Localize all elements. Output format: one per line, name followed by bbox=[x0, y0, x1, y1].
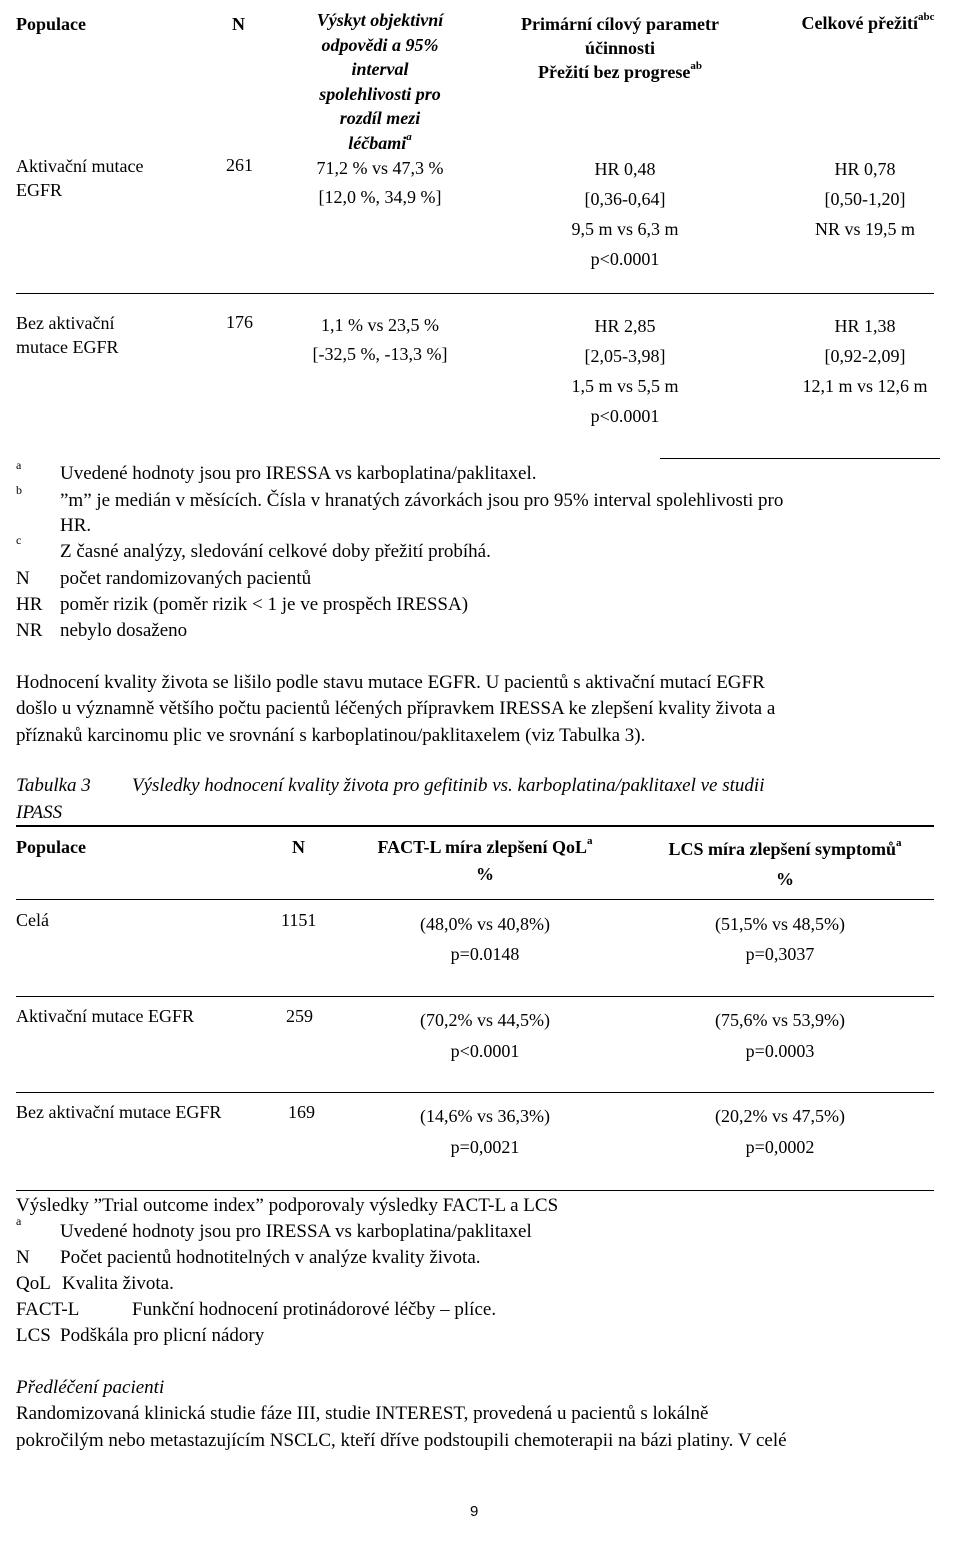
t3-cell-text: p=0.0148 bbox=[450, 944, 520, 964]
footnote-key: FACT-L bbox=[16, 1299, 80, 1320]
t3-row2-lcs bbox=[685, 1005, 875, 1067]
t3-header-fact-label: FACT-L míra zlepšení QoL bbox=[377, 837, 587, 857]
t1-cell-text: 1,1 % vs 23,5 % bbox=[321, 315, 439, 335]
t3-cell-text: (48,0% vs 40,8%) bbox=[420, 914, 550, 934]
footnote-key: NR bbox=[16, 620, 43, 641]
footnote-key: N bbox=[16, 568, 30, 589]
table3-title: Výsledky hodnocení kvality života pro gefitinib vs. karboplatina/paklitaxel ve studii bbox=[132, 775, 765, 796]
t1-header-response-line: rozdíl mezi bbox=[339, 108, 421, 128]
table3-top-rule bbox=[16, 825, 934, 827]
footnote-text: Kvalita života. bbox=[62, 1273, 174, 1294]
t3-cell-text: p=0,0021 bbox=[450, 1137, 520, 1157]
t1-header-os-label: Celkové přežití bbox=[801, 13, 918, 33]
t1-cell-text: [0,36-0,64] bbox=[584, 189, 666, 209]
t1-header-pfs-line1: Primární cílový parametr bbox=[521, 14, 719, 34]
paragraph-line: Hodnocení kvality života se lišilo podle stavu mutace EGFR. U pacientů s aktivační mutací EGFR bbox=[16, 672, 765, 693]
t1-header-response-line: Výskyt objektivní bbox=[316, 10, 444, 30]
t1-row2-response bbox=[290, 311, 470, 369]
footnote-text: Funkční hodnocení protinádorové léčby – plíce. bbox=[132, 1299, 497, 1320]
trial-outcome-note: Výsledky ”Trial outcome index” podporovaly výsledky FACT-L a LCS bbox=[16, 1195, 559, 1216]
t3-header-rule bbox=[16, 899, 934, 900]
t1-cell-text: HR 0,48 bbox=[594, 159, 656, 179]
t3-header-populace: Populace bbox=[16, 837, 86, 857]
t1-cell-text: [0,92-2,09] bbox=[824, 346, 906, 366]
footnote-key: c bbox=[16, 533, 22, 547]
t1-cell-text: NR vs 19,5 m bbox=[814, 219, 915, 239]
t1-cell-text: [0,50-1,20] bbox=[824, 189, 906, 209]
t1-row1-pfs bbox=[530, 154, 720, 274]
t3-cell-text: (14,6% vs 36,3%) bbox=[420, 1106, 550, 1126]
t1-cell-text: EGFR bbox=[16, 180, 63, 200]
t3-header-lcs-label: LCS míra zlepšení symptomů bbox=[668, 839, 896, 859]
t3-row1-population: Celá bbox=[16, 910, 49, 930]
t1-cell-text: [-32,5 %, -13,3 %] bbox=[312, 344, 448, 364]
t3-row-divider bbox=[16, 996, 934, 997]
t1-header-os bbox=[778, 12, 958, 35]
t3-row3-fact bbox=[390, 1101, 580, 1163]
t3-row3-n: 169 bbox=[288, 1102, 315, 1122]
t1-header-response-line: léčbami bbox=[348, 132, 407, 153]
footnote-sup: ab bbox=[690, 60, 702, 72]
footnote-sup: a bbox=[896, 837, 902, 849]
t3-cell-text: p<0.0001 bbox=[450, 1041, 520, 1061]
section-heading: Předléčení pacienti bbox=[16, 1377, 165, 1398]
t3-cell-text: p=0,3037 bbox=[745, 944, 815, 964]
footnote-key: HR bbox=[16, 594, 43, 615]
t1-cell-text: [12,0 %, 34,9 %] bbox=[318, 187, 442, 207]
t3-row2-n: 259 bbox=[286, 1006, 313, 1026]
footnote-text: ”m” je medián v měsících. Čísla v hranatých závorkách jsou pro 95% interval spolehlivosti pro bbox=[60, 490, 784, 511]
t1-cell-text: 71,2 % vs 47,3 % bbox=[316, 158, 444, 178]
t1-row1-n: 261 bbox=[226, 155, 253, 175]
t1-header-response-line: spolehlivosti pro bbox=[319, 83, 441, 104]
footnote-key: LCS bbox=[16, 1325, 51, 1346]
t3-row1-n: 1151 bbox=[281, 910, 317, 930]
t1-cell-text: HR 1,38 bbox=[834, 316, 896, 336]
t3-cell-text: (51,5% vs 48,5%) bbox=[715, 914, 845, 934]
t1-row1-response bbox=[290, 154, 470, 212]
t1-bottom-rule bbox=[660, 458, 940, 459]
t1-row2-n: 176 bbox=[226, 312, 253, 332]
footnote-text: počet randomizovaných pacientů bbox=[60, 568, 312, 589]
footnote-sup: abc bbox=[917, 11, 935, 23]
footnote-text: HR. bbox=[60, 515, 92, 536]
t1-row2-os bbox=[775, 311, 955, 401]
section-line: pokročilým nebo metastazujícím NSCLC, kteří dříve podstoupili chemoterapii na bázi platiny. V celé bbox=[16, 1430, 787, 1451]
t1-row1-os bbox=[775, 154, 955, 244]
footnote-text: Uvedené hodnoty jsou pro IRESSA vs karboplatina/paklitaxel. bbox=[60, 463, 537, 484]
t1-cell-text: 1,5 m vs 5,5 m bbox=[571, 376, 679, 396]
t1-header-response-line: interval bbox=[351, 59, 409, 79]
t1-header-n: N bbox=[232, 14, 245, 34]
footnote-text: poměr rizik (poměr rizik < 1 je ve prospěch IRESSA) bbox=[60, 594, 469, 615]
t3-cell-text: (75,6% vs 53,9%) bbox=[715, 1010, 845, 1030]
footnote-sup: a bbox=[406, 130, 412, 143]
paragraph-line: příznaků karcinomu plic ve srovnání s karboplatinou/paklitaxelem (viz Tabulka 3). bbox=[16, 725, 646, 746]
t3-cell-text: (70,2% vs 44,5%) bbox=[420, 1010, 550, 1030]
t3-row3-population: Bez aktivační mutace EGFR bbox=[16, 1102, 222, 1122]
footnote-text: Z časné analýzy, sledování celkové doby přežití probíhá. bbox=[60, 541, 491, 562]
footnote-key: N bbox=[16, 1247, 30, 1268]
t1-cell-text: 12,1 m vs 12,6 m bbox=[802, 376, 928, 396]
t1-header-pfs-line3: Přežití bez progrese bbox=[538, 62, 691, 82]
table3-label: Tabulka 3 bbox=[16, 775, 91, 796]
footnote-key: QoL bbox=[16, 1273, 51, 1294]
t3-header-fact bbox=[350, 834, 620, 888]
t1-header-populace: Populace bbox=[16, 14, 86, 34]
t3-header-lcs-unit: % bbox=[776, 869, 794, 889]
footnote-text: Podškála pro plicní nádory bbox=[60, 1325, 265, 1346]
section-line: Randomizovaná klinická studie fáze III, studie INTEREST, provedená u pacientů s lokálně bbox=[16, 1403, 709, 1424]
footnote-key: a bbox=[16, 1214, 22, 1228]
t1-cell-text: mutace EGFR bbox=[16, 337, 119, 357]
t1-cell-text: p<0.0001 bbox=[590, 406, 660, 426]
t1-row2-population bbox=[16, 311, 118, 359]
footnote-text: Počet pacientů hodnotitelných v analýze kvality života. bbox=[60, 1247, 481, 1268]
t1-cell-text: Bez aktivační bbox=[16, 313, 115, 333]
t1-cell-text: [2,05-3,98] bbox=[584, 346, 666, 366]
t3-row-divider bbox=[16, 1092, 934, 1093]
t1-header-pfs bbox=[490, 12, 750, 84]
t1-cell-text: HR 2,85 bbox=[594, 316, 656, 336]
t1-cell-text: p<0.0001 bbox=[590, 249, 660, 269]
t3-row1-fact bbox=[390, 909, 580, 969]
t1-cell-text: HR 0,78 bbox=[834, 159, 896, 179]
t1-row-divider bbox=[16, 293, 934, 294]
footnote-key: b bbox=[16, 483, 22, 497]
t3-cell-text: p=0.0003 bbox=[745, 1041, 815, 1061]
page-number: 9 bbox=[470, 1503, 479, 1520]
table3-title-cont: IPASS bbox=[16, 802, 63, 823]
paragraph-line: došlo u významně většího počtu pacientů léčených přípravkem IRESSA ke zlepšení kvality života a bbox=[16, 698, 776, 719]
t1-cell-text: Aktivační mutace bbox=[16, 156, 144, 176]
t1-cell-text: 9,5 m vs 6,3 m bbox=[571, 219, 679, 239]
t1-row1-population bbox=[16, 154, 143, 202]
t1-row2-pfs bbox=[530, 311, 720, 431]
t3-cell-text: (20,2% vs 47,5%) bbox=[715, 1106, 845, 1126]
t3-cell-text: p=0,0002 bbox=[745, 1137, 815, 1157]
footnote-key: a bbox=[16, 458, 22, 472]
t3-header-lcs bbox=[640, 834, 930, 894]
t3-header-n: N bbox=[292, 837, 305, 857]
t3-row2-fact bbox=[390, 1005, 580, 1067]
t1-header-response bbox=[290, 8, 470, 155]
t3-row3-lcs bbox=[685, 1101, 875, 1163]
footnote-text: nebylo dosaženo bbox=[60, 620, 188, 641]
t3-bottom-rule bbox=[16, 1190, 934, 1191]
footnote-text: Uvedené hodnoty jsou pro IRESSA vs karboplatina/paklitaxel bbox=[60, 1221, 532, 1242]
t3-row1-lcs bbox=[685, 909, 875, 969]
t3-row2-population: Aktivační mutace EGFR bbox=[16, 1006, 194, 1026]
footnote-sup: a bbox=[587, 835, 593, 847]
t1-header-pfs-line2: účinnosti bbox=[584, 38, 656, 58]
t1-header-response-line: odpovědi a 95% bbox=[321, 34, 439, 55]
t3-header-fact-unit: % bbox=[476, 864, 494, 884]
